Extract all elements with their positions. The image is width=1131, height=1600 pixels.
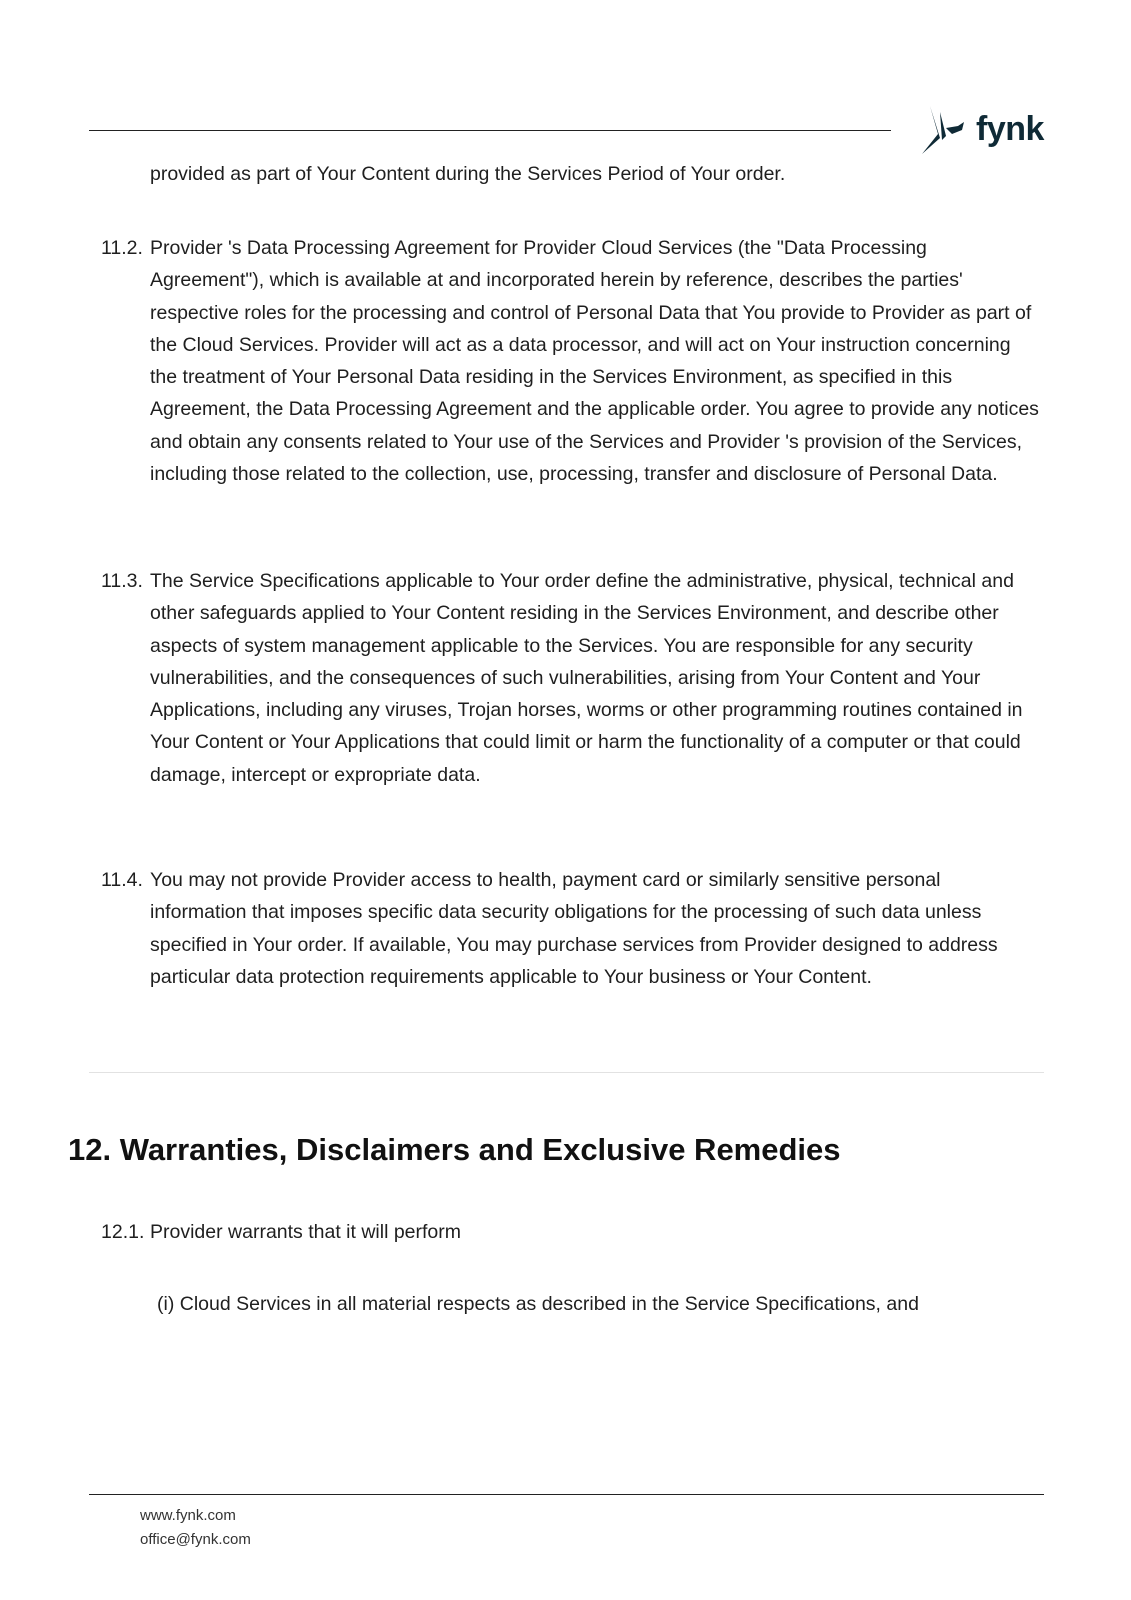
- clause-text: You may not provide Provider access to health, payment card or similarly sensitive personal information that imposes specific data security obligations for the processing of such data unless specified in Your order. If available, You may purchase services from Provider designed to address particular data protection requirements applicable to Your business or Your Content.: [150, 869, 998, 988]
- section-divider: [89, 1072, 1044, 1073]
- clause-number: 11.4.: [101, 869, 143, 891]
- section-heading: 12. Warranties, Disclaimers and Exclusive Remedies: [68, 1132, 841, 1167]
- clause-number: 11.2.: [101, 237, 143, 259]
- clause-number: 11.3.: [101, 570, 143, 592]
- clause-text: Provider warrants that it will perform: [150, 1221, 462, 1243]
- footer-email[interactable]: office@fynk.com: [140, 1531, 251, 1548]
- sub-item: (i) Cloud Services in all material respects as described in the Service Specifications, and: [157, 1293, 919, 1315]
- clause-number: 12.1.: [101, 1221, 145, 1243]
- fynk-logo: [918, 104, 1048, 160]
- footer-website[interactable]: www.fynk.com: [140, 1507, 236, 1524]
- brand-name: fynk: [976, 110, 1044, 148]
- header-divider: [89, 130, 891, 131]
- footer-divider: [89, 1494, 1044, 1495]
- continued-paragraph: provided as part of Your Content during the Services Period of Your order.: [150, 163, 786, 185]
- clause-text: Provider 's Data Processing Agreement for Provider Cloud Services (the "Data Processing Agreement"), which is available at and incorporated herein by reference, describes the parties' respective roles for the processing and control of Personal Data that You provide to Provider as part of the Cloud Services. Provider will act as a data processor, and will act on Your instruction concerning the treatment of Your Personal Data residing in the Services Environment, as specified in this Agreement, the Data Processing Agreement and the applicable order. You agree to provide any notices and obtain any consents related to Your use of the Services and Provider 's provision of the Services, including those related to the collection, use, processing, transfer and disclosure of Personal Data.: [150, 237, 1039, 486]
- clause-text: The Service Specifications applicable to Your order define the administrative, physical, technical and other safeguards applied to Your Content residing in the Services Environment, and describe other aspects of system management applicable to the Services. You are responsible for any security vulnerabilities, and the consequences of such vulnerabilities, arising from Your Content and Your Applications, including any viruses, Trojan horses, worms or other programming routines contained in Your Content or Your Applications that could limit or harm the functionality of a computer or that could damage, intercept or expropriate data.: [150, 570, 1023, 786]
- bird-logo-icon: [918, 104, 974, 158]
